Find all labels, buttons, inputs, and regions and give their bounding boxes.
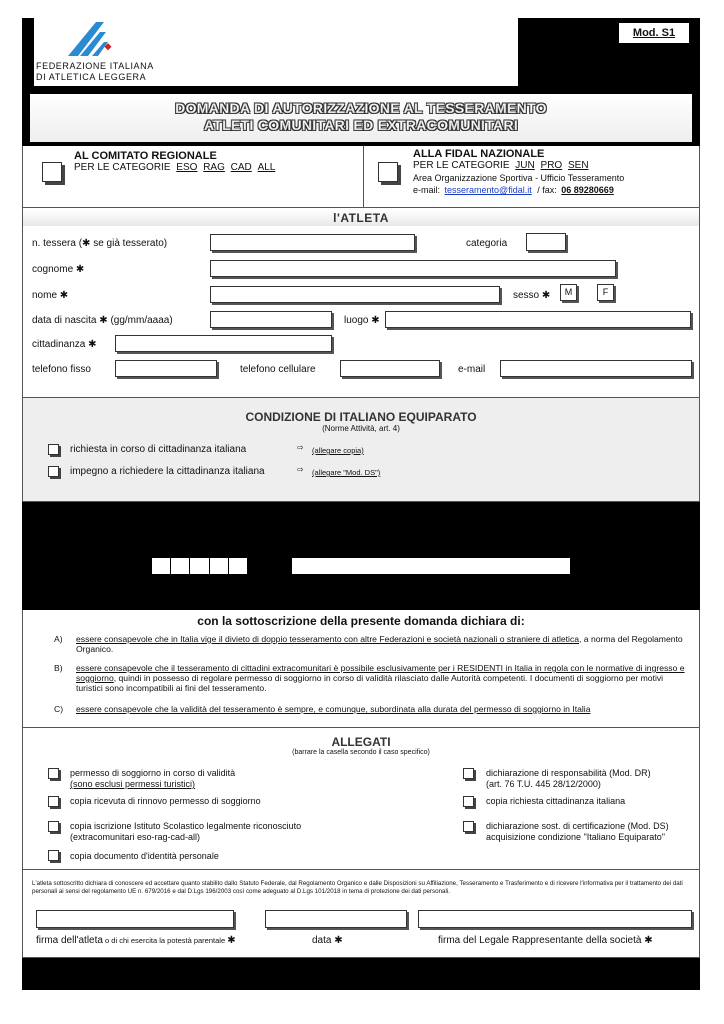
allegati-right-2-line1: copia richiesta cittadinanza italiana: [486, 796, 626, 806]
required-star: ✱: [371, 315, 380, 326]
required-star: ✱: [82, 238, 91, 249]
allegati-right-checkbox-3[interactable]: [463, 821, 474, 832]
cognome-label: [32, 264, 84, 275]
equiparato-note-1: (allegare copia): [312, 446, 364, 455]
cat-cad: CAD: [230, 162, 252, 173]
mod-label-box: [618, 22, 690, 44]
firma-atleta-text: firma dell'atleta: [36, 935, 103, 946]
required-star: ✱: [99, 315, 108, 326]
luogo-text: luogo: [344, 315, 369, 326]
sesso-label: [513, 290, 550, 301]
telefono-cellulare-label: telefono cellulare: [240, 364, 316, 375]
recipient-right-office: Area Organizzazione Sportiva - Ufficio Tesseramento: [413, 173, 625, 183]
declaration-b: [76, 663, 692, 693]
categoria-label: categoria: [466, 238, 508, 249]
arrow-icon: ⇨: [297, 465, 304, 474]
form-title-line1: DOMANDA DI AUTORIZZAZIONE AL TESSERAMENTO: [175, 100, 547, 116]
required-star: ✱: [227, 935, 236, 946]
allegati-right-checkbox-2[interactable]: [463, 796, 474, 807]
allegati-right-checkbox-1[interactable]: [463, 768, 474, 779]
declaration-a-rest: , a norma del Regolamento Organico.: [76, 634, 683, 654]
email-link[interactable]: tesseramento@fidal.it: [444, 185, 532, 195]
recipient-right-checkbox[interactable]: [378, 162, 398, 182]
firma-rappresentante-input[interactable]: [418, 910, 692, 928]
data-label: [312, 935, 343, 946]
firma-rappresentante-text: firma del Legale Rappresentante della società: [438, 935, 642, 946]
equiparato-item-1: richiesta in corso di cittadinanza italiana: [70, 444, 247, 455]
recipient-left-cats: [74, 162, 275, 173]
firma-atleta-input[interactable]: [36, 910, 234, 928]
org-name-line1: FEDERAZIONE ITALIANA: [36, 61, 154, 71]
fidal-logo-icon: [66, 20, 122, 58]
declaration-title: con la sottoscrizione della presente domanda dichiara di:: [197, 614, 525, 628]
recipient-left-checkbox[interactable]: [42, 162, 62, 182]
declaration-b-rest: , quindi in possesso di regolare permesso di soggiorno in corso di validità rilasciato dalle Autorità competenti. I documenti di soggiorno per motivi turistici sono incompatibili ai fini del tesseramento.: [76, 673, 664, 693]
org-name-line2: DI ATLETICA LEGGERA: [36, 72, 147, 82]
equiparato-title: CONDIZIONE DI ITALIANO EQUIPARATO: [245, 410, 477, 424]
allegati-left-checkbox-2[interactable]: [48, 796, 59, 807]
required-star: ✱: [59, 290, 69, 301]
tessera-note: se già tesserato): [90, 238, 168, 249]
sesso-m-text: M: [564, 287, 573, 297]
required-star: ✱: [644, 935, 653, 946]
allegati-left-checkbox-1[interactable]: [48, 768, 59, 779]
declaration-c: [76, 704, 692, 714]
data-text: data: [312, 935, 332, 946]
allegati-left-2-line1: copia ricevuta di rinnovo permesso di soggiorno: [70, 796, 261, 806]
sesso-f-text: F: [602, 287, 609, 297]
allegati-right-3-line1: dichiarazione sost. di certificazione (Mod. DS): [486, 821, 669, 831]
nome-text: nome: [32, 290, 58, 301]
nascita-text: data di nascita: [32, 315, 97, 326]
email-label: e-mail:: [413, 185, 441, 195]
allegati-left-1-line1: permesso di soggiorno in corso di validità: [70, 768, 236, 778]
luogo-label: [344, 315, 380, 326]
declaration-c-main: essere consapevole che la validità del tesseramento è sempre, e comunque, subordinata alla durata del permesso di soggiorno in Italia: [76, 704, 591, 714]
redacted-code-boxes: [152, 558, 247, 574]
data-input[interactable]: [265, 910, 407, 928]
redacted-band: [22, 502, 700, 610]
declaration-a-main: essere consapevole che in Italia vige il divieto di doppio tesseramento con altre Federazioni e società nazionali o straniere di atletica: [76, 634, 580, 644]
form-title-line2: ATLETI COMUNITARI ED EXTRACOMUNITARI: [203, 117, 519, 133]
recipient-left-prefix: PER LE CATEGORIE: [74, 162, 171, 173]
cittadinanza-label: [32, 339, 97, 350]
equiparato-item-2: impegno a richiedere la cittadinanza italiana: [70, 466, 265, 477]
redacted-name-field: [292, 558, 570, 574]
telefono-fisso-label: telefono fisso: [32, 364, 91, 375]
form-title: [30, 100, 692, 133]
tessera-label-text: n. tessera (: [32, 238, 83, 249]
page-frame-bottom: [22, 958, 700, 990]
cat-eso: ESO: [176, 162, 198, 173]
recipient-right-cats: [413, 160, 589, 171]
cat-all: ALL: [257, 162, 276, 173]
tessera-input[interactable]: [210, 234, 415, 251]
sesso-f-box[interactable]: [597, 284, 614, 301]
declaration-a-letter: A): [54, 634, 63, 644]
equiparato-checkbox-2[interactable]: [48, 466, 59, 477]
cittadinanza-input[interactable]: [115, 335, 332, 352]
sesso-text: sesso: [513, 290, 540, 301]
nome-label: [32, 290, 68, 301]
equiparato-checkbox-1[interactable]: [48, 444, 59, 455]
fax-number: 06 89280669: [561, 185, 614, 195]
fax-label: / fax:: [537, 185, 557, 195]
recipient-left-title: AL COMITATO REGIONALE: [74, 150, 217, 162]
allegati-left-3-line2: (extracomunitari eso-rag-cad-all): [70, 832, 201, 842]
firma-atleta-label: [36, 935, 236, 946]
equiparato-subtitle: (Norme Attività, art. 4): [322, 424, 400, 433]
declaration-b-main: essere consapevole che il tesseramento di cittadini extracomunitari è possibile esclusivamente per i RESIDENTI in Italia in regola con le normative di ingresso e soggiorno: [76, 663, 685, 683]
allegati-left-4-line1: copia documento d'identità personale: [70, 851, 219, 861]
declaration-b-letter: B): [54, 663, 63, 673]
nome-input[interactable]: [210, 286, 500, 303]
recipient-right-title: ALLA FIDAL NAZIONALE: [413, 148, 545, 160]
allegati-left-checkbox-3[interactable]: [48, 821, 59, 832]
cittadinanza-text: cittadinanza: [32, 339, 86, 350]
required-star: ✱: [75, 264, 85, 275]
arrow-icon: ⇨: [297, 443, 304, 452]
cat-rag: RAG: [203, 162, 225, 173]
allegati-right-1-line1: dichiarazione di responsabilità (Mod. DR): [486, 768, 651, 778]
athlete-title: l'ATLETA: [333, 211, 389, 225]
allegati-subtitle: (barrare la casella secondo il caso specifico): [292, 749, 430, 756]
cognome-input[interactable]: [210, 260, 616, 277]
nascita-label: [32, 315, 173, 326]
cat-jun: JUN: [515, 160, 535, 171]
allegati-left-checkbox-4[interactable]: [48, 850, 59, 861]
tessera-label: [32, 238, 167, 249]
athlete-email-label: e-mail: [458, 364, 486, 375]
telefono-cellulare-input[interactable]: [340, 360, 440, 377]
firma-atleta-note: o di chi esercita la potestà parentale: [102, 936, 228, 945]
recipient-right-prefix: PER LE CATEGORIE: [413, 160, 510, 171]
allegati-right-3-line2: acquisizione condizione "Italiano Equiparato": [486, 832, 666, 842]
nascita-format: (gg/mm/aaaa): [107, 315, 173, 326]
declaration-a: [76, 634, 692, 654]
required-star: ✱: [88, 339, 97, 350]
required-star: ✱: [541, 290, 551, 301]
cat-pro: PRO: [540, 160, 563, 171]
allegati-title: ALLEGATI: [331, 735, 391, 749]
mod-label: Mod. S1: [632, 27, 676, 39]
telefono-fisso-input[interactable]: [115, 360, 217, 377]
privacy-note: L'atleta sottoscritto dichiara di conoscere ed accettare quanto stabilito dallo Statuto Federale, dal Regolamento Organico e dalle Disposizioni su Affiliazione, Tesseramento e Trasferimento e di ricevere l'informativa per il trattamento dei dati personali ai sensi del regolamento UE n. 679/2016 e dal D.Lgs 196/2003 così come adeguato al D.Lgs 101/2018 in tema di protezione dei dati personali.: [32, 880, 683, 895]
allegati-left-1-line2: (sono esclusi permessi turistici): [70, 779, 196, 789]
nascita-input[interactable]: [210, 311, 332, 328]
allegati-left-3-line1: copia iscrizione Istituto Scolastico legalmente riconosciuto: [70, 821, 302, 831]
allegati-right-1-line2: (art. 76 T.U. 445 28/12/2000): [486, 779, 601, 789]
declaration-c-letter: C): [54, 704, 64, 714]
required-star: ✱: [334, 935, 343, 946]
recipient-right-contacts: [413, 185, 614, 195]
cat-sen: SEN: [567, 160, 589, 171]
categoria-input[interactable]: [526, 233, 566, 251]
firma-rappresentante-label: [438, 935, 653, 946]
cognome-text: cognome: [32, 264, 74, 275]
luogo-input[interactable]: [385, 311, 691, 328]
athlete-email-input[interactable]: [500, 360, 692, 377]
sesso-m-box[interactable]: [560, 284, 577, 301]
equiparato-note-2: (allegare "Mod. DS"): [312, 468, 381, 477]
recipients-divider: [363, 146, 364, 208]
